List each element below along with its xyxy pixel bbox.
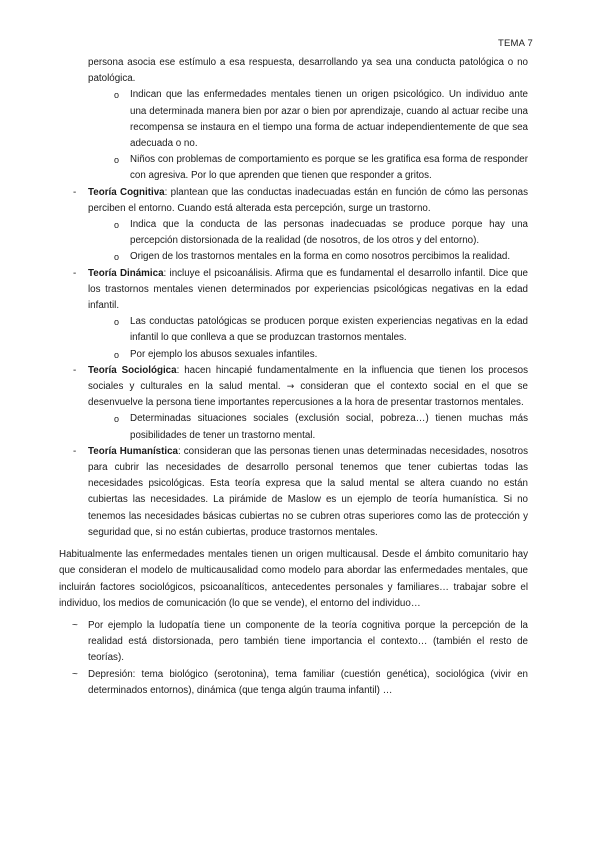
list-item [88, 347, 528, 363]
theory-cognitiva [73, 185, 528, 217]
list-item [88, 314, 528, 346]
example-text: Por ejemplo la ludopatía tiene un componente de la teoría cognitiva porque la percepción de la realidad está distorsionada, pero también tiene importancia el contexto… (también el resto de teorías). [88, 619, 528, 664]
list-item [88, 87, 528, 152]
tilde-bullet-icon: ~ [72, 619, 78, 631]
dash-bullet-icon: - [73, 186, 77, 198]
theory-dinamica [73, 266, 528, 315]
theory-title: Teoría Dinámica [88, 267, 164, 279]
circle-bullet-icon: o [114, 155, 120, 166]
theory-text: : hacen hincapié fundamentalmente en la influencia que tienen los procesos sociales y culturales en la salud mental. [88, 364, 528, 393]
bullet-text: Indica que la conducta de las personas inadecuadas se produce porque hay una percepción distorsionada de la realidad (de nosotros, de los otros y del entorno). [130, 219, 528, 247]
summary-paragraph: Habitualmente las enfermedades mentales tienen un origen multicausal. Desde el ámbito comunitario hay que consideran el modelo de multicausalidad como modelo para abordar las enfermedades mentales, que incluirán factores sociológicos, psicoanalíticos, antecedentes personales y familiares… trabajar sobre el individuo, los medios de comunicación (lo que se vende), el entorno del individuo… [59, 549, 528, 609]
bullet-text: Origen de los trastornos mentales en la forma en como nosotros percibimos la realidad. [130, 251, 511, 263]
list-item [72, 667, 528, 699]
page-header-title: TEMA 7 [498, 38, 533, 49]
circle-bullet-icon: o [114, 349, 120, 360]
theory-humanistica [73, 444, 528, 541]
theory-sociologica [73, 363, 528, 412]
circle-bullet-icon: o [114, 414, 120, 425]
dash-bullet-icon: - [73, 445, 77, 457]
circle-bullet-icon: o [114, 252, 120, 263]
bullet-text: Indican que las enfermedades mentales tienen un origen psicológico. Un individuo ante una determinada manera bien por azar o bien por aprendizaje, cuando al actuar recibe una recompensa se instaura en el tiempo una forma de actuar independientemente de que sea adecuada o no. [130, 89, 528, 150]
document-body [59, 55, 528, 699]
bullet-text: Niños con problemas de comportamiento es porque se les gratifica esa forma de responder con agresiva. Por lo que aprenden que tienen que responder a gritos. [130, 154, 528, 182]
list-item [88, 411, 528, 443]
bullet-text: Determinadas situaciones sociales (exclusión social, pobreza…) tienen muchas más posibilidades de tener un trastorno mental. [130, 413, 528, 441]
list-item [88, 152, 528, 184]
circle-bullet-icon: o [114, 220, 120, 231]
theory-text: : incluye el psicoanálisis. Afirma que es fundamental el desarrollo infantil. Dice que los trastornos mentales vienen determinados por experiencias psicológicas negativas en la edad infantil. [88, 267, 528, 312]
circle-bullet-icon: o [114, 90, 120, 101]
intro-text: persona asocia ese estímulo a esa respuesta, desarrollando ya sea una conducta patológica o no patológica. [88, 57, 528, 85]
list-item [88, 249, 528, 265]
dash-bullet-icon: - [73, 364, 77, 376]
example-text: Depresión: tema biológico (serotonina), tema familiar (cuestión genética), sociológica (vivir en determinados entornos), dinámica (que tenga algún trauma infantil) … [88, 668, 528, 696]
arrow-right-icon: → [286, 382, 295, 393]
bullet-text: Las conductas patológicas se producen porque existen experiencias negativas en la edad infantil lo que conlleva a que se produzcan trastornos mentales. [130, 316, 528, 344]
theory-title: Teoría Humanística [88, 445, 178, 457]
tilde-bullet-icon: ~ [72, 668, 78, 680]
examples-list [72, 618, 528, 699]
theory-text: : plantean que las conductas inadecuadas están en función de cómo las personas perciben el entorno. Cuando está alterada esta percepción, surge un trastorno. [88, 186, 528, 214]
list-item [72, 618, 528, 667]
list-item [88, 217, 528, 249]
theory-text: : consideran que las personas tienen unas determinadas necesidades, nosotros para cubrir las necesidades de desarrollo personal tenemos que tener cubiertas todas las necesidades psicológicas. Esta teoría expresa que la salud mental se altera cuando no están cubiertas las necesidades. La pirámide de Maslow es un ejemplo de teoría humanística. Si no tenemos las necesidades básicas cubiertas no se cubren otras superiores como las de protección y seguridad que, si no están cubiertas, produce trastornos mentales. [88, 445, 528, 538]
dash-bullet-icon: - [73, 267, 77, 279]
circle-bullet-icon: o [114, 317, 120, 328]
bullet-text: Por ejemplo los abusos sexuales infantiles. [130, 348, 318, 360]
theory-text-continued: consideran que el contexto social en el que se desenvuelve la persona tiene importantes repercusiones a la hora de presentar trastornos mentales. [88, 381, 528, 409]
theory-title: Teoría Cognitiva [88, 186, 165, 198]
theory-title: Teoría Sociológica [88, 364, 177, 376]
